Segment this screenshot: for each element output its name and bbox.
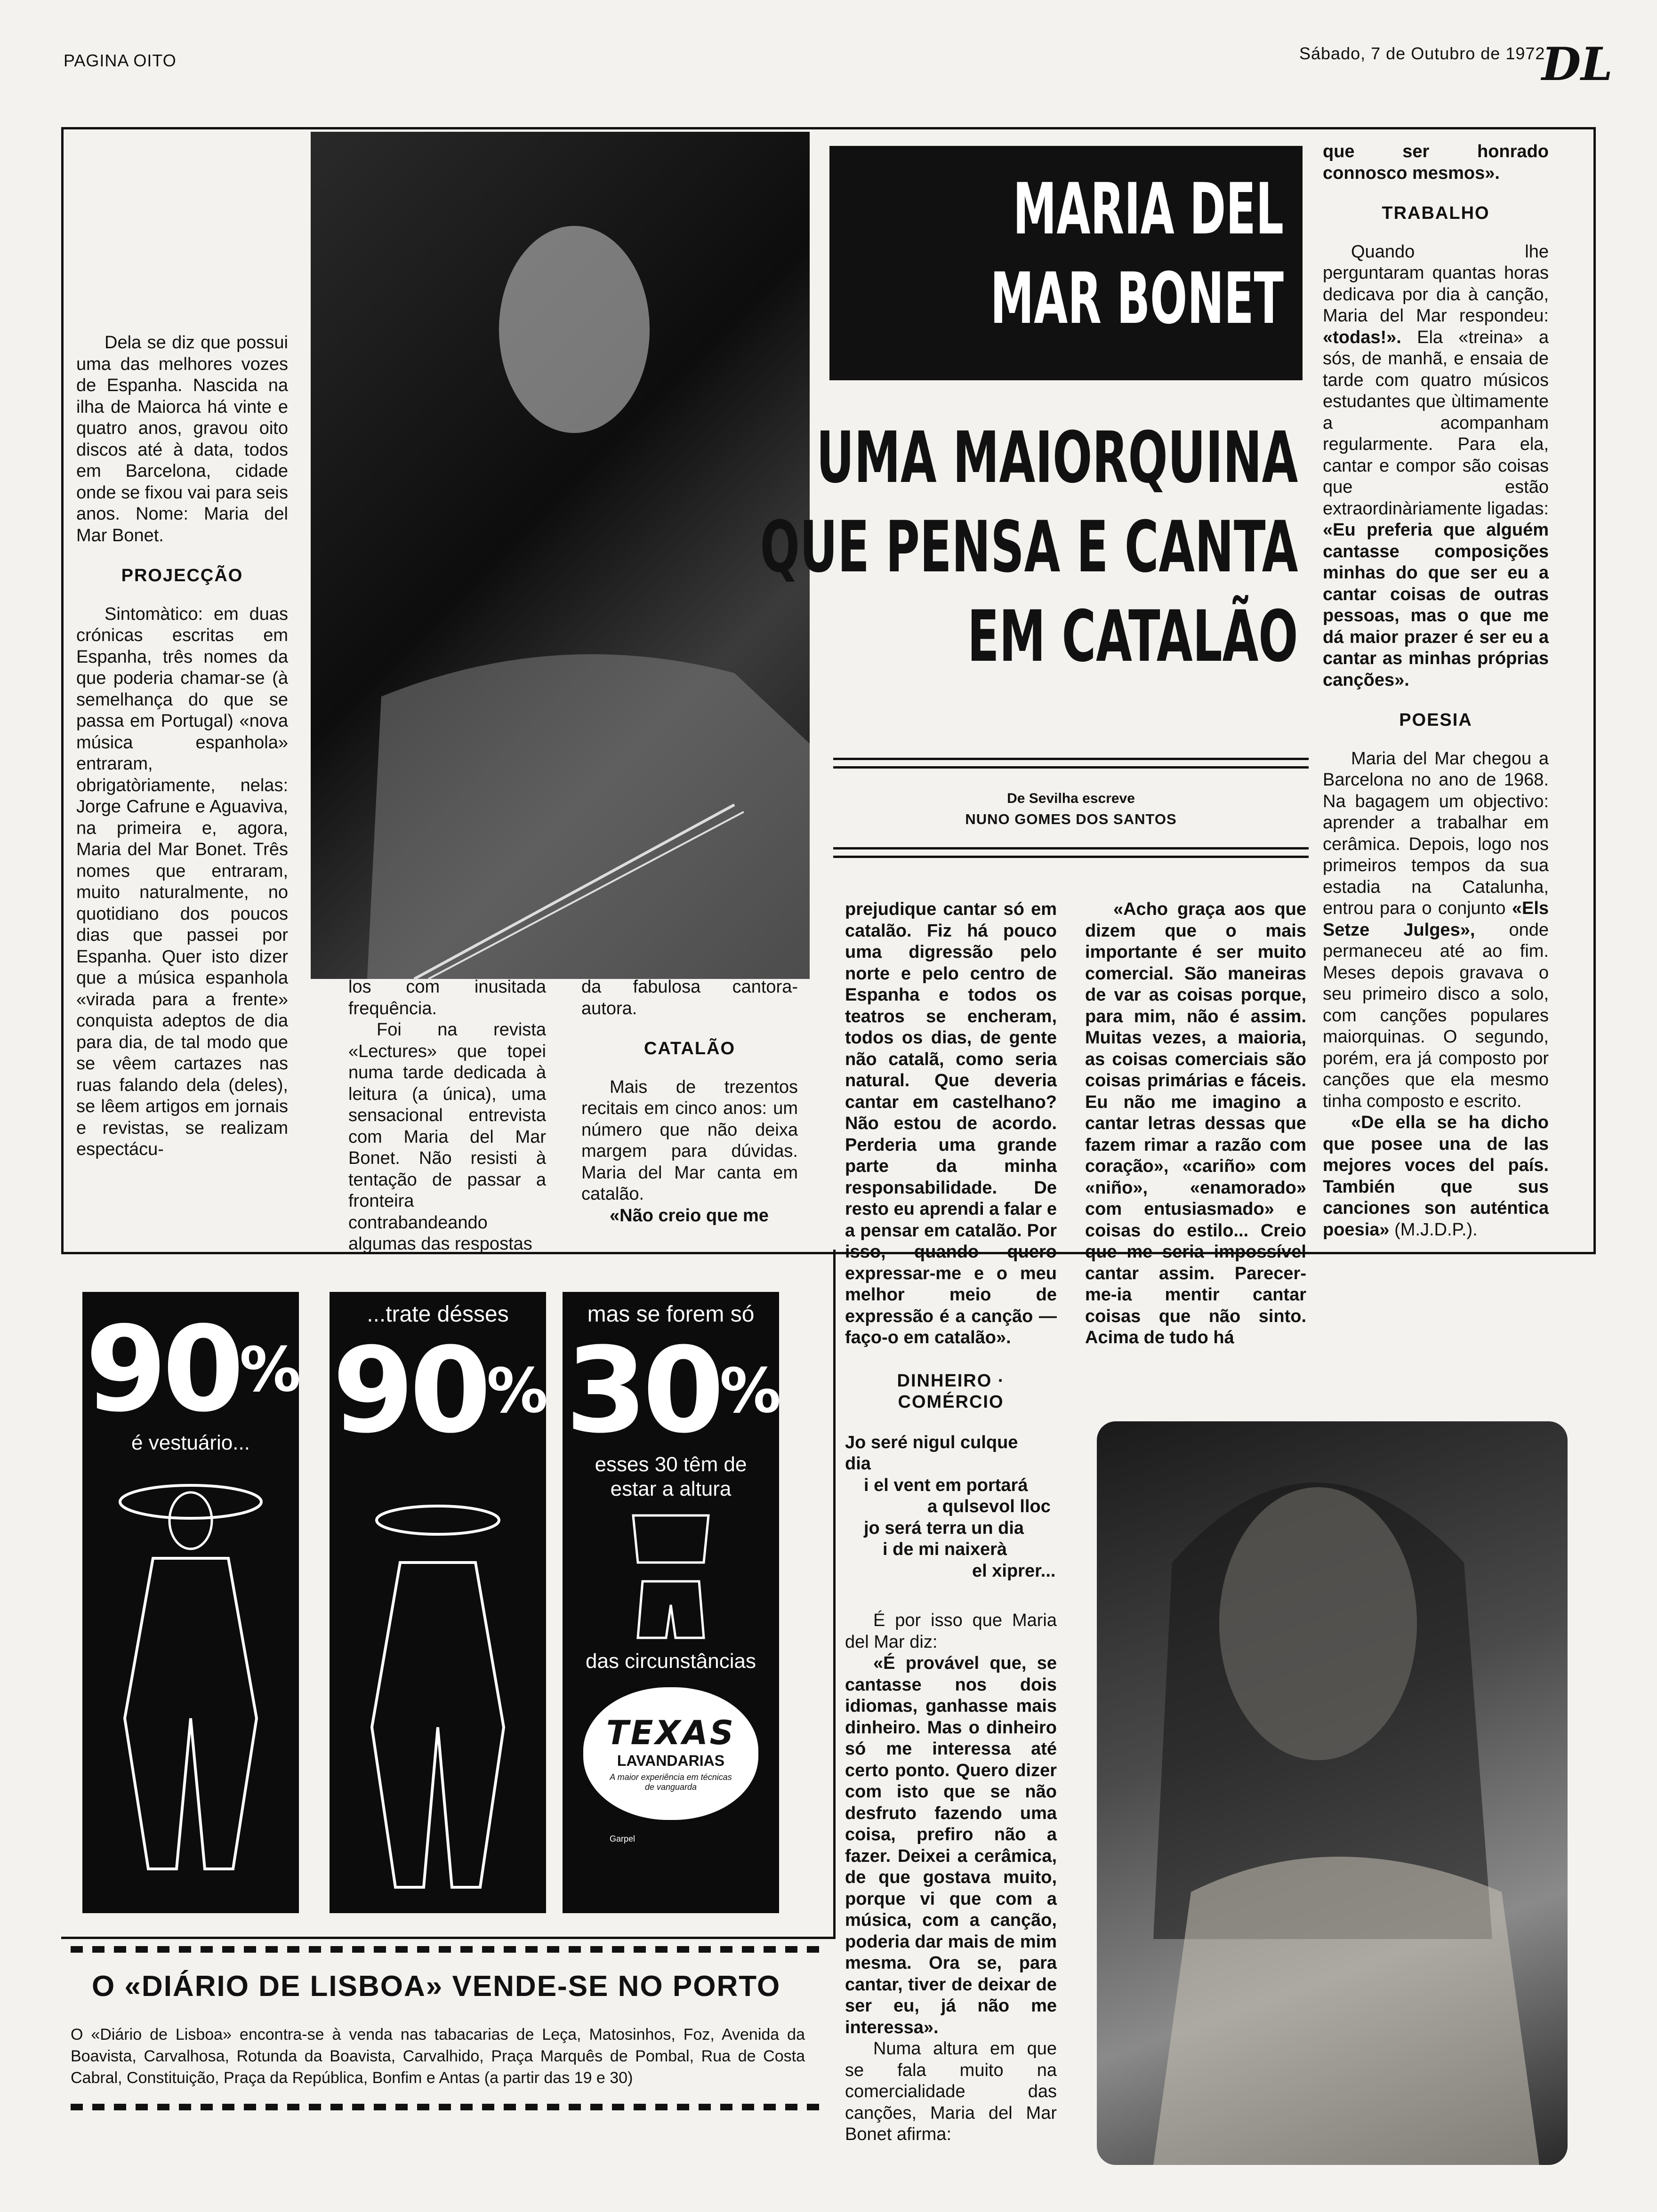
woman-outfit-illustration — [92, 1474, 290, 1874]
ad-panel-2-percent: 90% — [332, 1322, 544, 1459]
trabalho-rest: Ela «treina» a sós, de manhã, e ensaia de tarde com quatro músicos estudantes que ùltimamente a acompanham regularmente. Para ela, cantar e compor são coisas que estão extraordinàriamente ligadas: — [1323, 327, 1549, 519]
projeccao-paragraph: Sintomàtico: em duas crónicas escritas em Espanha, três nomes da que poderia chamar-se (à semelhança do que se passa em Portugal) «nova música espanhola» entraram, obrigatòriamente, nelas: Jorge Cafrune e Aguaviva, na primeira e, agora, Maria del Mar Bonet. Três nomes que entraram, muito naturalmente, no quotidiano dos poucos dias que passei por Espanha. Quer isto dizer que a música espanhola «virada para a frente» conquista adeptos de dia para dia, de tal modo que se vêem cartazes nas ruas falando dela (deles), se lêem artigos em jornais e revistas, se realizam espectácu- — [76, 604, 288, 1159]
poem — [845, 1432, 1057, 1582]
subhead-projeccao: PROJECÇÃO — [121, 566, 243, 585]
notice-dash-top — [71, 1946, 824, 1953]
poesia-text: Maria del Mar chegou a Barcelona no ano de 1968. Na bagagem um objectivo: aprender a trabalhar em cerâmica. Depois, logo nos primeiros tempos da sua estadia na Catalunha, entrou para o conjunto — [1323, 748, 1549, 918]
poesia-credit: (M.J.D.P.). — [1394, 1219, 1478, 1240]
subhead-catalao: CATALÃO — [643, 1039, 736, 1058]
byline-author: NUNO GOMES DOS SANTOS — [965, 811, 1177, 827]
poesia-rest: onde permaneceu até ao fim. Meses depois gravava o seu primeiro disco a solo, com canções populares maiorquinas. O segundo, porém, era já composto por canções que ela mesmo tinha composto e escrito. — [1323, 920, 1549, 1111]
headline-wrap — [760, 414, 1303, 687]
ad-panel-3-top: mas se forem só — [587, 1302, 755, 1327]
ad-panel-1-percent: 90% — [85, 1301, 297, 1438]
col3-continued: da fabulosa cantora-autora. — [581, 977, 798, 1018]
col4-after-poem: É por isso que Maria del Mar diz: — [845, 1611, 1057, 1652]
column-6 — [1323, 141, 1549, 1241]
catalao-paragraph: Mais de trezentos recitais em cinco anos: um número que não deixa margem para dúvidas. Maria del Mar canta em catalão. — [581, 1077, 798, 1204]
ad-panel-3 — [563, 1292, 779, 1913]
col6-top: que ser honrado connosco mesmos». — [1323, 142, 1549, 183]
top-shorts-illustration — [600, 1511, 741, 1643]
col2-continued: los com inusitada frequência. — [348, 977, 546, 1018]
portrait-illustration — [1097, 1421, 1568, 2165]
ad-panel-1-caption: é vestuário... — [131, 1431, 250, 1454]
brand-name: TEXAS — [606, 1714, 736, 1752]
poem-line: i el vent em portará — [864, 1475, 1028, 1495]
newspaper-logo: DL — [1542, 38, 1613, 91]
guitar-illustration — [311, 132, 810, 979]
poem-line: i de mi naixerà — [883, 1539, 1007, 1559]
poem-line: el xiprer... — [972, 1561, 1056, 1581]
outfit-illustration — [339, 1492, 537, 1892]
headline-line-3: EM CATALÃO — [967, 596, 1298, 678]
ad-panel-1 — [82, 1292, 299, 1913]
column-2 — [348, 977, 546, 1255]
poem-line: jo será terra un dia — [864, 1518, 1024, 1538]
ad-panel-3-caption: esses 30 têm de estar a altura — [595, 1453, 747, 1500]
texas-logo — [583, 1687, 758, 1820]
poesia-quote: «De ella se ha dicho que posee una de las mejores voces del país. También que sus canciones son auténtica poesia» — [1323, 1113, 1549, 1240]
photo-singer-portrait — [1097, 1421, 1568, 2165]
brand-tagline: A maior experiência em técnicas de vanguarda — [610, 1772, 732, 1792]
title-kicker: MARIA DEL MAR BONET — [990, 168, 1284, 340]
ad-agency: Garpel — [610, 1834, 635, 1843]
subhead-trabalho: TRABALHO — [1382, 203, 1490, 223]
catalao-quote-start: «Não creio que me — [610, 1205, 769, 1226]
photo-singer-guitar — [311, 132, 810, 979]
intro-paragraph: Dela se diz que possui uma das melhores vozes de Espanha. Nascida na ilha de Maiorca há vinte e quatro anos, gravou oito discos até à data, todos em Barcelona, cidade onde se fixou vai para seis anos. Nome: Maria del Mar Bonet. — [76, 333, 288, 545]
byline-rule-bottom — [833, 847, 1309, 850]
poesia-bold: «Els Setze Julges», — [1323, 898, 1549, 940]
byline-from: De Sevilha escreve — [1007, 791, 1135, 806]
issue-date: Sábado, 7 de Outubro de 1972 — [1299, 44, 1545, 63]
notice-dash-bottom — [71, 2104, 824, 2110]
col5-quote: «Acho graça aos que dizem que o mais importante é ser muito comercial. São maneiras de var as coisas porque, para mim, não é assim. Muitas vezes, a maioria, as coisas comerciais são coisas primárias e fáceis. Eu não me imagino a cantar letras dessas que fazem rimar a razão com coração», «cariño» com «niño», «enamorado» com entusiasmado» e coisas do estilo... Creio que me seria impossível cantar assim. Parecer-me-ia mentir cantar coisas que não sinto. Acima de tudo há — [1085, 899, 1306, 1347]
column-4 — [845, 899, 1057, 2146]
col4-quote2: «É provável que, se cantasse nos dois idiomas, ganhasse mais dinheiro. Mas o dinheiro só me interessa até certo ponto. Quero dizer com isto que se não desfruto fazendo uma coisa, prefiro não a fazer. Deixei a cerâmica, de que gostava muito, porque vi que com a música, com a canção, poderia dar mais de mim mesma. Ora se, para cantar, tiver de deixar de ser eu, já não me interessa». — [845, 1653, 1057, 2037]
col4-end: Numa altura em que se fala muito na comercialidade das canções, Maria del Mar Bonet afirma: — [845, 2039, 1057, 2144]
headline-line-1: UMA MAIORQUINA — [816, 417, 1298, 499]
lectures-paragraph: Foi na revista «Lectures» que topei numa tarde dedicada à leitura (a única), uma sensacional entrevista com Maria del Mar Bonet. Não resisti à tentação de passar a fronteira contrabandeando algumas das respostas — [348, 1020, 546, 1254]
ad-panel-3-bottom: das circunstâncias — [586, 1650, 756, 1673]
byline-rule-top — [833, 758, 1309, 760]
trabalho-bold: «todas!». — [1323, 327, 1401, 347]
poem-line: Jo seré nigul culque — [845, 1432, 1018, 1452]
trabalho-quote: «Eu preferia que alguém cantasse composições minhas do que ser eu a cantar coisas de outras pessoas, mas o que me dá maior prazer é ser eu a cantar as minhas próprias canções». — [1323, 520, 1549, 690]
byline-rule-bottom-2 — [833, 856, 1309, 858]
trabalho-text: Quando lhe perguntaram quantas horas dedicava por dia à canção, Maria del Mar respondeu: — [1323, 241, 1549, 326]
col4-quote: prejudique cantar só em catalão. Fiz há pouco uma digressão pelo norte e pelo centro de Espanha e todos os teatros se encheram, todos os dias, de gente não catalã, como seria natural. Que deveria cantar em castelhano? Não estou de acordo. Perderia uma grande parte da minha responsabilidade. De resto eu aprendi a falar e a pensar em catalão. Por isso, quando quero expressar-me e o meu melhor meio de expressão é a canção — faço-o em catalão». — [845, 899, 1057, 1347]
brand-sub: LAVANDARIAS — [617, 1752, 725, 1769]
poem-line: dia — [845, 1454, 871, 1474]
column-1 — [76, 332, 288, 1161]
notice-title: O «DIÁRIO DE LISBOA» VENDE-SE NO PORTO — [92, 1970, 781, 2003]
subhead-poesia: POESIA — [1399, 710, 1472, 730]
subhead-dinheiro: DINHEIRO · COMÉRCIO — [897, 1370, 1005, 1412]
column-3 — [581, 977, 798, 1226]
ad-panel-2 — [330, 1292, 546, 1913]
notice-body: O «Diário de Lisboa» encontra-se à venda nas tabacarias de Leça, Matosinhos, Foz, Avenida da Boavista, Carvalhosa, Rotunda da Boavista, Carvalhido, Praça Marquês de Pombal, Rua de Costa Cabral, Constituição, Praça da República, Bonfim e Antas (a partir das 19 e 30) — [71, 2026, 805, 2087]
page-label: PAGINA OITO — [64, 51, 177, 70]
headline-line-2: QUE PENSA E CANTA — [760, 506, 1298, 588]
column-5 — [1085, 899, 1306, 1349]
byline-rule-top-2 — [833, 766, 1309, 769]
title-box-text-wrap — [829, 146, 1303, 380]
poem-line: a qulsevol lloc — [927, 1497, 1051, 1516]
ad-panel-2-top: ...trate désses — [367, 1302, 509, 1327]
ad-panel-3-percent: 30% — [565, 1322, 777, 1459]
